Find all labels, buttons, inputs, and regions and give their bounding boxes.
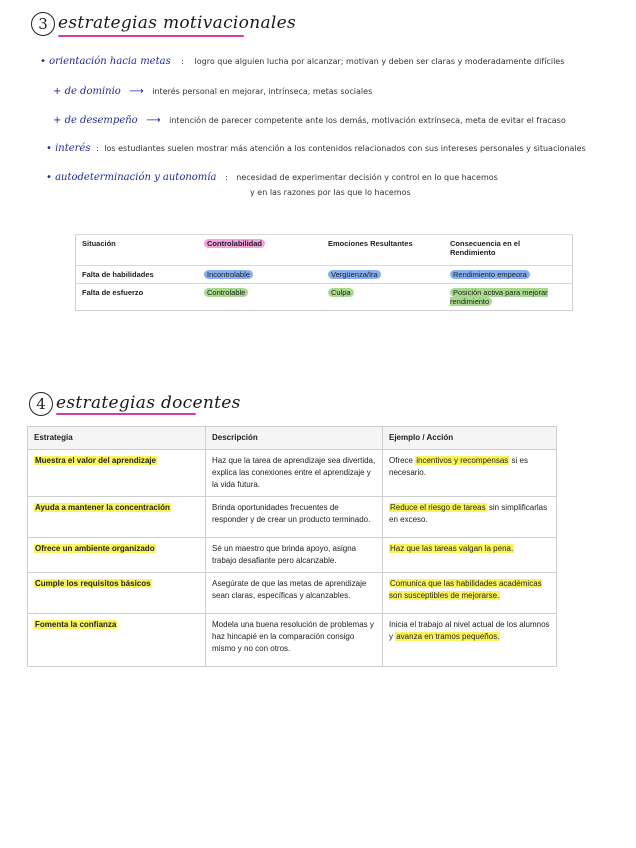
example-highlight: avanza en tramos pequeños. [396,632,500,641]
note-de-desempeno [53,115,566,126]
note-term: orientación hacia metas [49,56,171,67]
table-cell: Brinda oportunidades frecuentes de responder y de crear un producto terminado. [206,497,383,538]
bullet: • [46,172,56,183]
note-text: los estudiantes suelen mostrar más atención a los contenidos relacionados con sus intereses personales y situacionales [104,144,586,153]
table-row [76,284,573,311]
table-header-label: Controlabilidad [204,239,265,248]
table-row [28,573,557,614]
note-autodeterminacion-cont: y en las razones por las que lo hacemos [250,188,411,197]
table-row [28,614,557,667]
table-row [76,266,573,284]
section-title-3: estrategias motivacionales [58,13,297,33]
table-header-row [76,235,573,266]
note-text: interés personal en mejorar, intrínseca, metas sociales [152,87,373,96]
note-interes [46,143,586,154]
table-header [198,235,322,266]
table-cell-value: Culpa [328,288,354,297]
note-term: autodeterminación y autonomía [55,172,217,183]
arrow-right-icon: ⟶ [146,115,161,126]
note-text: intención de parecer competente ante los demás, motivación extrínseca, meta de evitar el fracaso [169,116,566,125]
strategy-name: Ofrece un ambiente organizado [35,544,155,553]
table-cell-value: Posición activa para mejorar rendimiento [450,288,548,306]
plus-bullet: + [53,86,65,97]
table-cell [198,266,322,284]
table-header: Descripción [206,427,383,450]
strategy-name: Cumple los requisitos básicos [35,579,151,588]
table-cell [28,497,206,538]
table-cell: Haz que la tarea de aprendizaje sea divertida, explica las conexiones entre el aprendizaje y la vida futura. [206,450,383,497]
table-header: Emociones Resultantes [322,235,444,266]
table-cell [28,538,206,573]
table-cell-value: Rendimiento empeora [450,270,530,279]
table-cell [383,614,557,667]
table-cell [28,614,206,667]
example-text: si es necesario. [389,456,528,477]
table-cell [383,450,557,497]
example-text: Ofrece [389,456,416,465]
teaching-strategies-table [27,426,557,667]
strategy-name: Muestra el valor del aprendizaje [35,456,156,465]
section-number-4: 4 [29,392,53,416]
table-cell [383,497,557,538]
table-row [28,538,557,573]
table-cell: Sé un maestro que brinda apoyo, asigna trabajo desafiante pero alcanzable. [206,538,383,573]
note-text: logro que alguien lucha por alcanzar; motivan y deben ser claras y moderadamente difíciles [194,57,565,66]
table-cell: Modela una buena resolución de problemas y haz hincapié en la comparación consigo mismo y no con otros. [206,614,383,667]
note-text: necesidad de experimentar decisión y control en lo que hacemos [236,173,498,182]
table-row [28,450,557,497]
strategy-name: Fomenta la confianza [35,620,117,629]
table-header: Estrategia [28,427,206,450]
strategy-name: Ayuda a mantener la concentración [35,503,170,512]
section-number-3: 3 [31,12,55,36]
plus-bullet: + [53,115,65,126]
section-title-4: estrategias docentes [56,393,241,413]
note-term: interés [55,143,91,154]
table-cell: Asegúrate de que las metas de aprendizaje sean claras, específicas y alcanzables. [206,573,383,614]
table-cell [322,266,444,284]
example-text: sin simplificarlas en exceso. [389,503,548,524]
example-text: Inicia el trabajo al nivel actual de los alumnos y [389,620,550,641]
note-separator: : [181,57,184,66]
table-header-row [28,427,557,450]
table-cell [383,573,557,614]
table-cell [383,538,557,573]
bullet: • [46,143,56,154]
note-orientacion-metas [40,56,564,67]
note-autodeterminacion [46,172,498,183]
section-title-underline-4 [56,413,196,415]
note-de-dominio [53,86,372,97]
example-highlight: Haz que las tareas valgan la pena. [390,544,514,553]
attribution-table [75,234,573,311]
table-row [28,497,557,538]
table-cell-value: Controlable [204,288,248,297]
table-cell: Falta de habilidades [76,266,199,284]
table-cell [322,284,444,311]
bullet: • [40,56,50,67]
table-cell [444,266,573,284]
arrow-right-icon: ⟶ [129,86,144,97]
note-separator: : [96,144,99,153]
table-header: Ejemplo / Acción [383,427,557,450]
example-highlight: Reduce el riesgo de tareas [390,503,486,512]
note-term: de dominio [64,86,121,97]
example-highlight: Comunica que las habilidades académicas son susceptibles de mejorarse. [389,579,542,600]
note-separator: : [225,173,228,182]
table-cell-value: Incontrolable [204,270,253,279]
table-cell [28,573,206,614]
table-cell: Falta de esfuerzo [76,284,199,311]
note-term: de desempeño [64,115,138,126]
section-title-underline-3 [58,35,244,37]
table-cell [444,284,573,311]
table-cell-value: Vergüenza/Ira [328,270,381,279]
table-header: Situación [76,235,199,266]
table-header: Consecuencia en el Rendimiento [444,235,573,266]
table-cell [28,450,206,497]
example-highlight: incentivos y recompensas [416,456,509,465]
table-cell [198,284,322,311]
